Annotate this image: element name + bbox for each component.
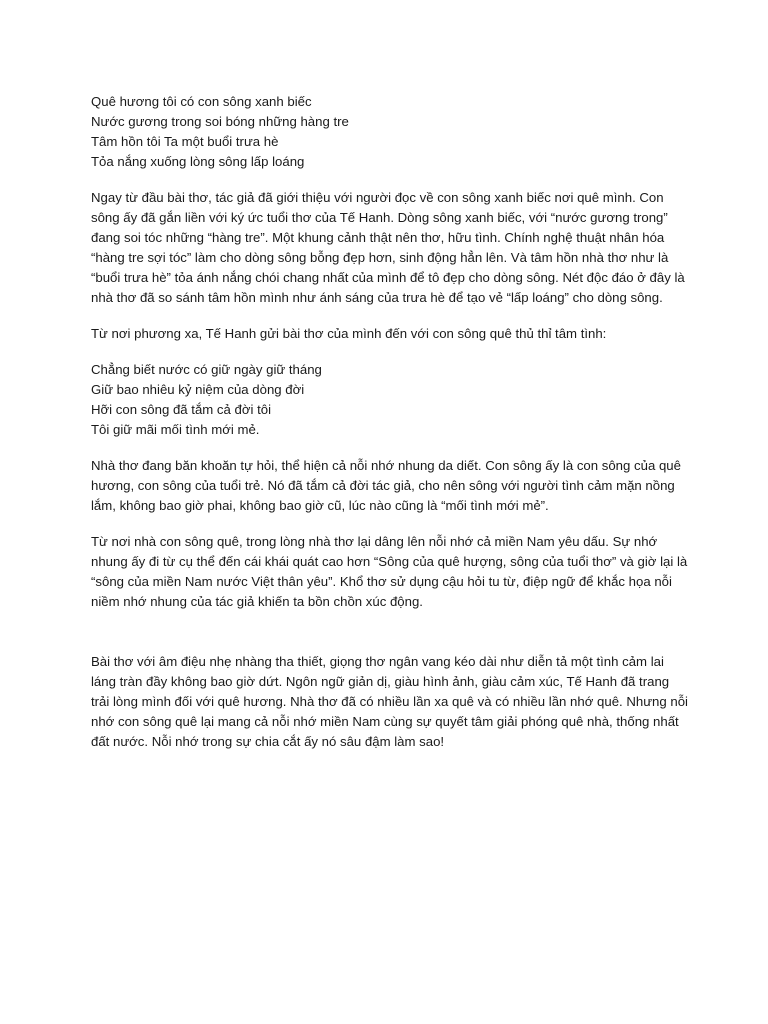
poem-stanza-2: [91, 360, 691, 440]
poem-line: Tâm hồn tôi Ta một buổi trưa hè: [91, 134, 279, 149]
poem-line: Tôi giữ mãi mối tình mới mẻ.: [91, 422, 260, 437]
poem-stanza-1: [91, 92, 691, 172]
paragraph-5: Bài thơ với âm điệu nhẹ nhàng tha thiết, giọng thơ ngân vang kéo dài như diễn tả một tình cảm lai láng tràn đầy không bao giờ dứt. Ngôn ngữ giản dị, giàu hình ảnh, giàu cảm xúc, Tế Hanh đã trang trải lòng mình đối với quê hương. Nhà thơ đã có nhiều lần xa quê và có nhiều lần nhớ quê. Nhưng nỗi nhớ con sông quê lại mang cả nỗi nhớ miền Nam cùng sự quyết tâm giải phóng quê nhà, thống nhất đất nước. Nỗi nhớ trong sự chia cắt ấy nó sâu đậm làm sao!: [91, 654, 688, 749]
paragraph-4: Từ nơi nhà con sông quê, trong lòng nhà thơ lại dâng lên nỗi nhớ cả miền Nam yêu dấu. Sự nhớ nhung ấy đi từ cụ thể đến cái khái quát cao hơn “Sông của quê hượng, sông của tuổi thơ” và giờ lại là “sông của miền Nam nước Việt thân yêu”. Khổ thơ sử dụng cậu hỏi tu từ, điệp ngữ để khắc họa nỗi niềm nhớ nhung của tác giả khiến ta bồn chồn xúc động.: [91, 534, 688, 609]
poem-line: Giữ bao nhiêu kỷ niệm của dòng đời: [91, 382, 305, 397]
poem-line: Nước gương trong soi bóng những hàng tre: [91, 114, 349, 129]
paragraph-2: Từ nơi phương xa, Tế Hanh gửi bài thơ của mình đến với con sông quê thủ thỉ tâm tình:: [91, 326, 607, 341]
poem-line: Tỏa nắng xuống lòng sông lấp loáng: [91, 154, 305, 169]
blank-spacer: [91, 628, 691, 652]
paragraph-3: Nhà thơ đang băn khoăn tự hỏi, thể hiện cả nỗi nhớ nhung da diết. Con sông ấy là con sông của quê hương, con sông của tuổi trẻ. Nó đã tắm cả đời tác giả, cho nên sông với người tình cảm mặn nồng lắm, không bao giờ phai, không bao giờ cũ, lúc nào cũng là “mối tình mới mẻ”.: [91, 458, 681, 513]
poem-line: Hỡi con sông đã tắm cả đời tôi: [91, 402, 272, 417]
poem-line: Chẳng biết nước có giữ ngày giữ tháng: [91, 362, 322, 377]
poem-line: Quê hương tôi có con sông xanh biếc: [91, 94, 312, 109]
paragraph-1: Ngay từ đầu bài thơ, tác giả đã giới thiệu với người đọc về con sông xanh biếc nơi quê mình. Con sông ấy đã gắn liền với ký ức tuổi thơ của Tế Hanh. Dòng sông xanh biếc, với “nước gương trong” đang soi tóc những “hàng tre”. Một khung cảnh thật nên thơ, hữu tình. Chính nghệ thuật nhân hóa “hàng tre sợi tóc” làm cho dòng sông bỗng đẹp hơn, sinh động hẳn lên. Và tâm hồn nhà thơ như là “buổi trưa hè” tỏa ánh nắng chói chang nhất của mình để tô đẹp cho dòng sông. Nét độc đáo ở đây là nhà thơ đã so sánh tâm hồn mình như ánh sáng của trưa hè để tạo vẻ “lấp loáng” cho dòng sông.: [91, 190, 685, 305]
document-page: [91, 92, 691, 768]
